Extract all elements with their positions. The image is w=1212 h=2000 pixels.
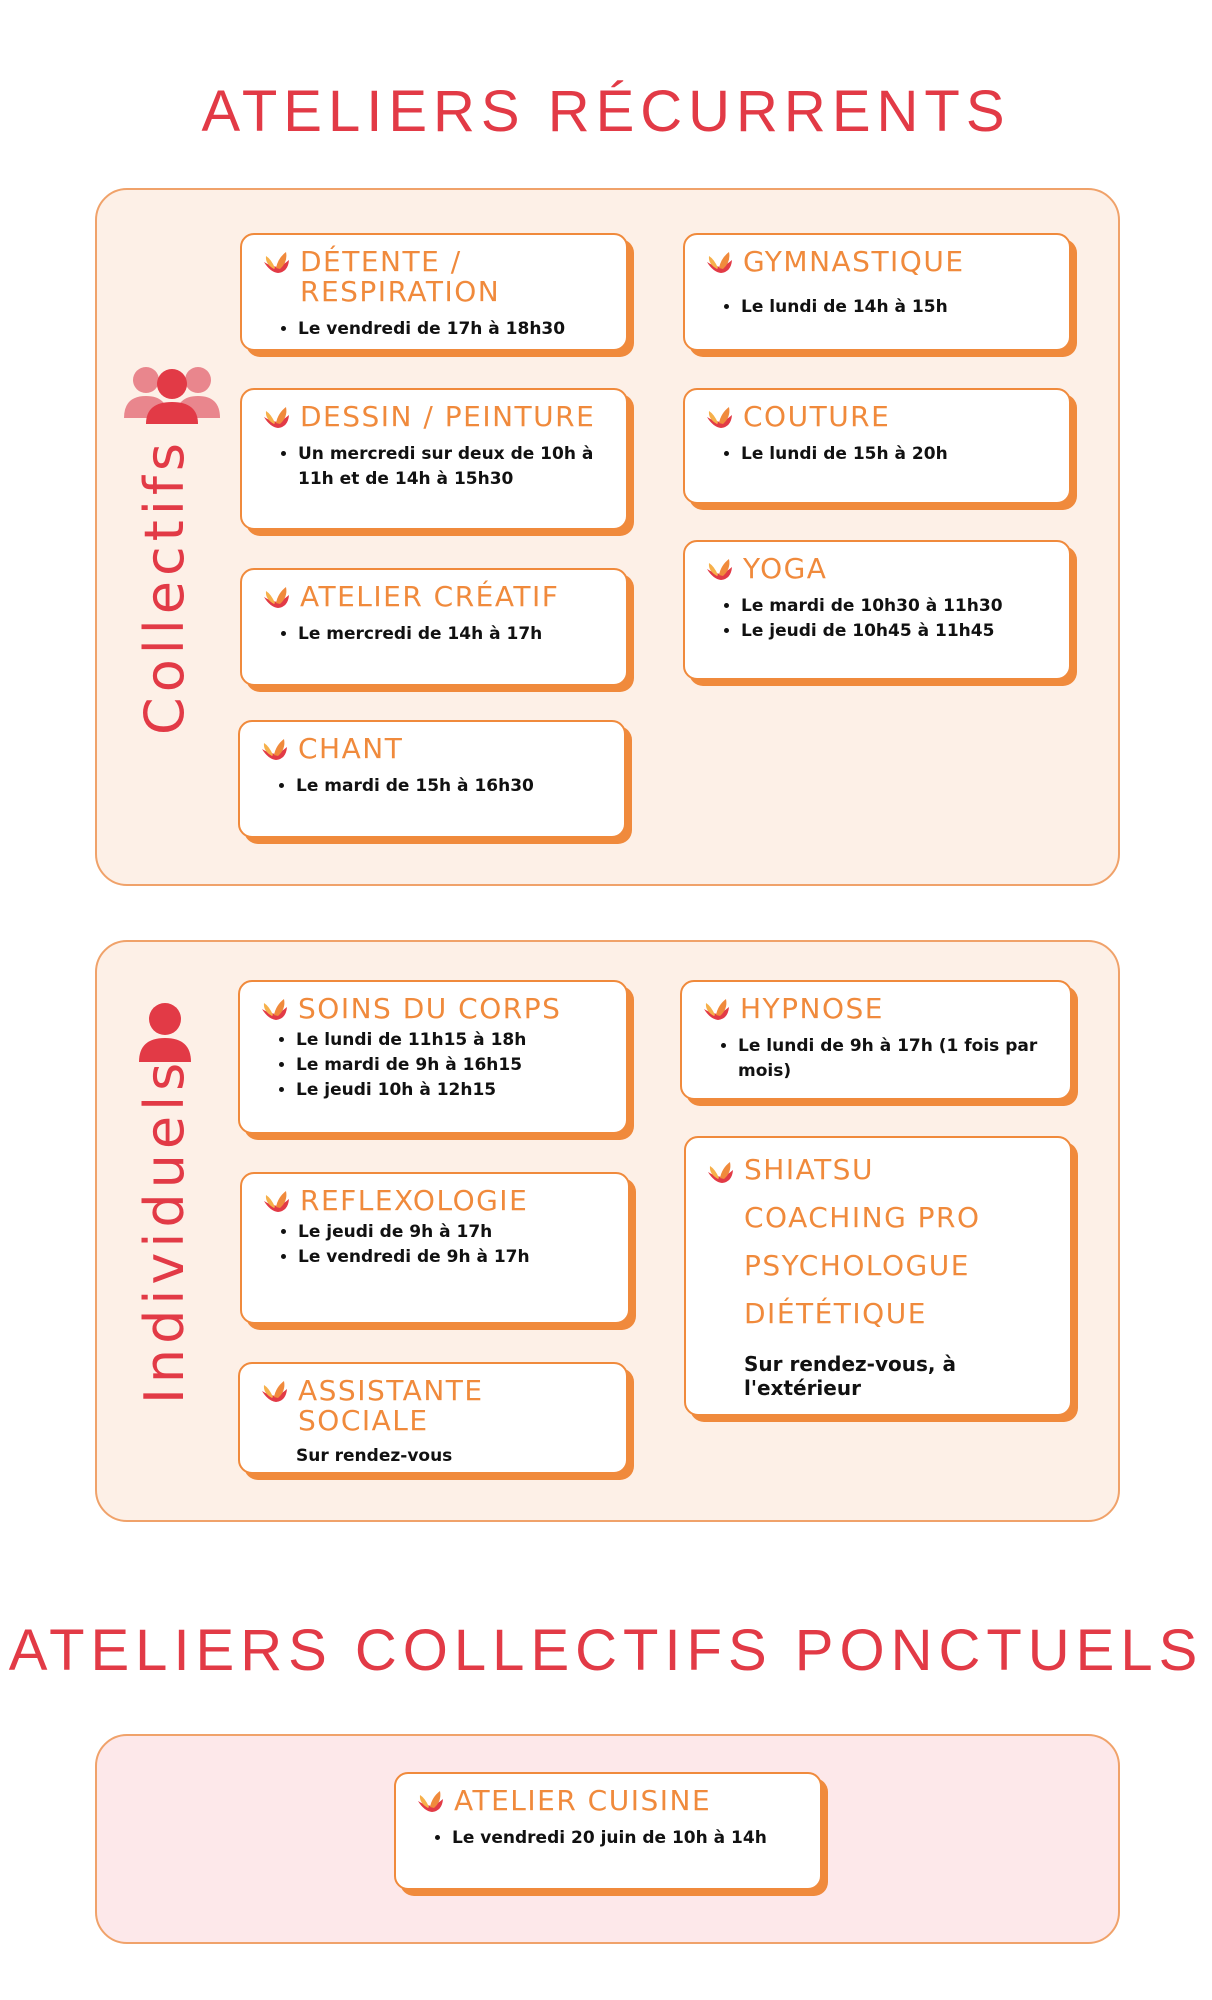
card-dessin-peinture	[240, 388, 628, 530]
service-title: DIÉTÉTIQUE	[744, 1297, 927, 1330]
service-title: COACHING PRO	[744, 1201, 981, 1234]
card-title: YOGA	[743, 552, 828, 585]
card-soins-du-corps	[238, 980, 628, 1134]
heading-recurrents: ATELIERS RÉCURRENTS	[201, 79, 1011, 144]
lotus-icon	[260, 737, 288, 761]
heading-ponctuels: ATELIERS COLLECTIFS PONCTUELS	[8, 1618, 1204, 1683]
service-note: Sur rendez-vous, à l'extérieur	[744, 1352, 956, 1400]
card-title: ATELIER CUISINE	[454, 1784, 712, 1817]
card-assistante-sociale	[238, 1362, 628, 1474]
schedule-item: • Le lundi de 14h à 15h	[741, 295, 1049, 320]
service-title: PSYCHOLOGUE	[744, 1249, 970, 1282]
card-note: Sur rendez-vous	[296, 1446, 453, 1466]
lotus-icon	[262, 1189, 290, 1213]
lotus-icon	[705, 557, 733, 581]
card-services-exterieurs	[684, 1136, 1072, 1416]
group-people-icon	[122, 360, 222, 424]
schedule-item: • Le mardi de 15h à 16h30	[296, 774, 604, 799]
card-hypnose	[680, 980, 1072, 1100]
service-title: SHIATSU	[744, 1153, 874, 1186]
schedule-item: • Le lundi de 9h à 17h (1 fois par mois)	[738, 1034, 1050, 1084]
lotus-icon	[705, 250, 733, 274]
card-title: GYMNASTIQUE	[743, 245, 965, 278]
schedule-item: • Le mercredi de 14h à 17h	[298, 622, 606, 647]
schedule-item: • Le vendredi de 9h à 17h	[298, 1245, 608, 1270]
card-couture	[683, 388, 1071, 504]
schedule-item: • Le vendredi 20 juin de 10h à 14h	[452, 1826, 800, 1851]
card-title: SOINS DU CORPS	[298, 992, 562, 1025]
schedule-item: • Le lundi de 15h à 20h	[741, 442, 1049, 467]
lotus-icon	[262, 405, 290, 429]
person-icon	[137, 1002, 193, 1062]
label-individuels: Individuels	[133, 1057, 196, 1404]
card-title: CHANT	[298, 732, 404, 765]
lotus-icon	[260, 997, 288, 1021]
card-title: DÉTENTE / RESPIRATION	[300, 245, 501, 308]
lotus-icon	[416, 1789, 444, 1813]
schedule-item: • Le vendredi de 17h à 18h30	[298, 317, 606, 342]
card-gymnastique	[683, 233, 1071, 351]
schedule-item: • Le mardi de 9h à 16h15	[296, 1053, 606, 1078]
schedule-item: • Le lundi de 11h15 à 18h	[296, 1028, 606, 1053]
schedule-item: • Le jeudi 10h à 12h15	[296, 1078, 606, 1103]
lotus-icon	[706, 1160, 734, 1184]
card-chant	[238, 720, 626, 838]
card-title: ATELIER CRÉATIF	[300, 580, 560, 613]
card-title: REFLEXOLOGIE	[300, 1184, 529, 1217]
card-detente-respiration	[240, 233, 628, 351]
schedule-item: • Le jeudi de 10h45 à 11h45	[741, 619, 1049, 644]
lotus-icon	[705, 405, 733, 429]
card-title: HYPNOSE	[740, 992, 884, 1025]
card-title: COUTURE	[743, 400, 891, 433]
card-atelier-cuisine	[394, 1772, 822, 1890]
lotus-icon	[260, 1379, 288, 1403]
schedule-item: • Le mardi de 10h30 à 11h30	[741, 594, 1049, 619]
lotus-icon	[262, 250, 290, 274]
card-title: DESSIN / PEINTURE	[300, 400, 596, 433]
lotus-icon	[262, 585, 290, 609]
schedule-item: • Le jeudi de 9h à 17h	[298, 1220, 608, 1245]
card-yoga	[683, 540, 1071, 680]
card-reflexologie	[240, 1172, 630, 1324]
schedule-item: • Un mercredi sur deux de 10h à 11h et de 14h à 15h30	[298, 442, 606, 492]
card-atelier-creatif	[240, 568, 628, 686]
label-collectifs: Collectifs	[133, 438, 196, 735]
card-title: ASSISTANTE SOCIALE	[298, 1374, 484, 1437]
lotus-icon	[702, 997, 730, 1021]
